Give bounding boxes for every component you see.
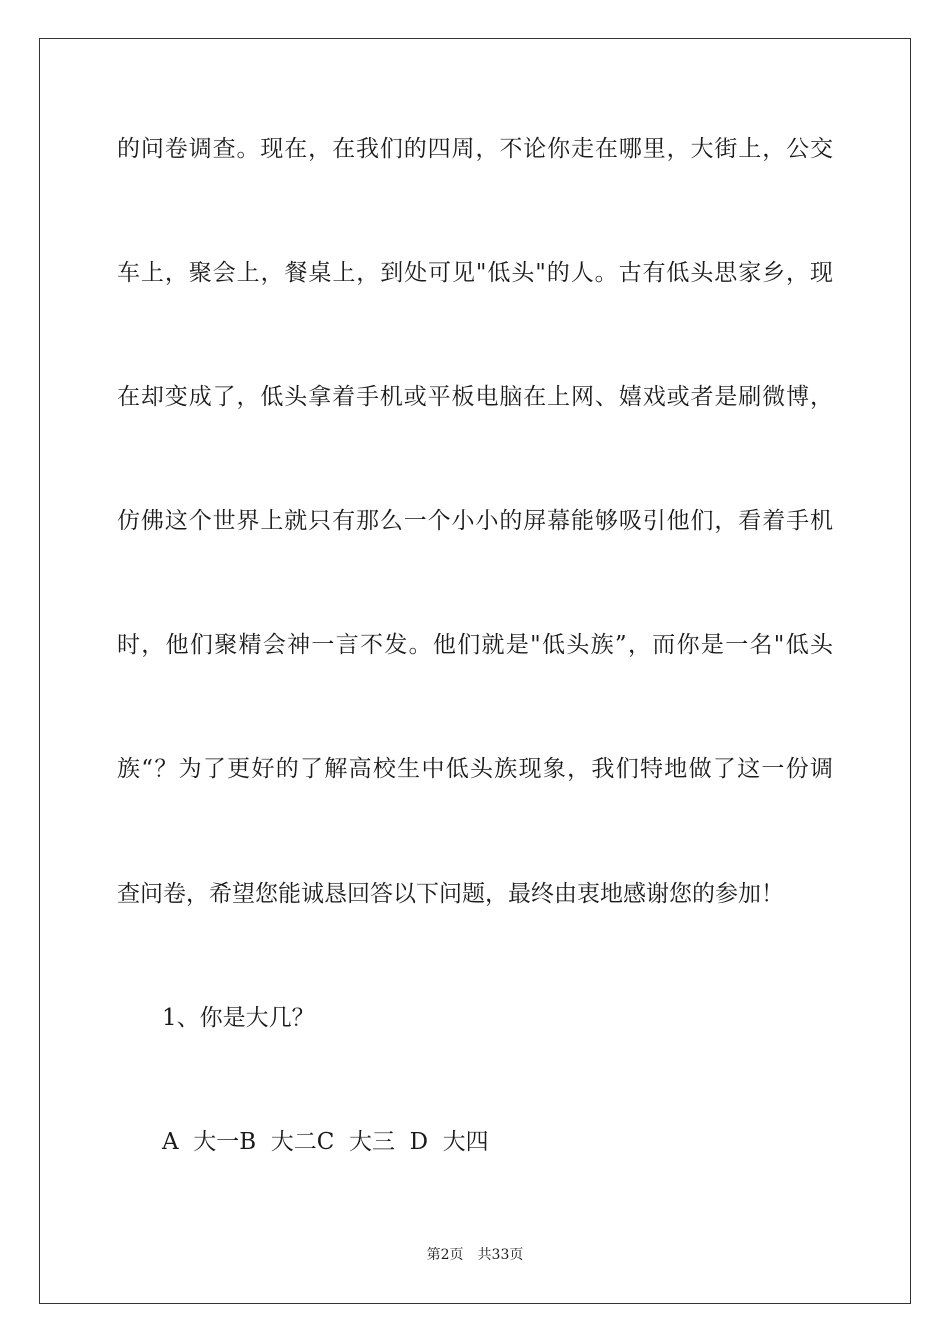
page-footer xyxy=(0,1246,950,1264)
paragraph-line: 仿佛这个世界上就只有那么一个小小的屏幕能够吸引他们，看着手机 xyxy=(117,508,833,534)
paragraph-line: 查问卷，希望您能诚恳回答以下问题，最终由衷地感谢您的参加！ xyxy=(117,881,784,907)
paragraph-line: 时，他们聚精会神一言不发。他们就是"低头族”，而你是一名"低头 xyxy=(117,632,833,658)
paragraph-line: 族“？为了更好的了解高校生中低头族现象，我们特地做了这一份调 xyxy=(117,756,833,782)
question-options: A 大一B 大二C 大三 D 大四 xyxy=(162,1129,489,1155)
page-border xyxy=(39,38,911,1304)
page-total: 共33页 xyxy=(477,1247,524,1263)
question-text: 1、你是大几？ xyxy=(162,1005,315,1031)
paragraph-line: 的问卷调查。现在，在我们的四周，不论你走在哪里，大街上，公交 xyxy=(117,136,833,162)
paragraph-line: 在却变成了，低头拿着手机或平板电脑在上网、嬉戏或者是刷微博， xyxy=(117,384,833,410)
paragraph-line: 车上，聚会上，餐桌上，到处可见"低头"的人。古有低头思家乡，现 xyxy=(117,260,833,286)
page-number: 第2页 xyxy=(426,1247,464,1263)
